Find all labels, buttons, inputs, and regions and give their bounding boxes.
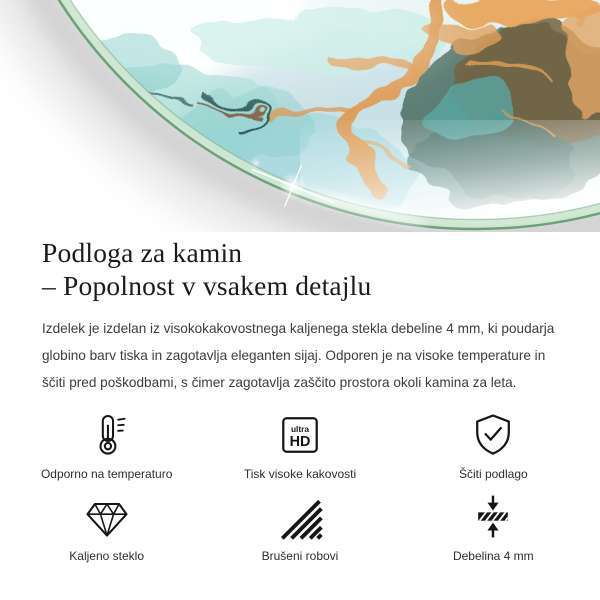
- feature-label: Kaljeno steklo: [69, 549, 145, 563]
- page-title-line1: Podloga za kamin: [42, 237, 243, 268]
- product-description: Izdelek je izdelan iz visokokakovostnega kaljenega stekla debeline 4 mm, ki poudarja globino barv tiska in zagotavlja eleganten sijaj. Odporen je na visoke temperature in ščiti pred poškodbami, s čimer zagotavlja zaščito prostora okoli kamina za leta.: [42, 321, 555, 390]
- feature-label: Odporno na temperaturo: [40, 467, 173, 481]
- ultra-hd-badge-bottom: HD: [289, 434, 311, 451]
- feature-print-quality: [203, 409, 396, 482]
- diamond-icon: [81, 491, 133, 543]
- feature-label: Tisk visoke kakovosti: [243, 467, 357, 481]
- thermometer-icon: [81, 409, 133, 461]
- feature-label: Debelina 4 mm: [452, 549, 534, 563]
- ultra-hd-badge-top: ultra: [290, 424, 310, 435]
- feature-thickness: [397, 491, 590, 564]
- feature-grid: [10, 409, 590, 564]
- feature-tempered-glass: [10, 491, 203, 564]
- shield-check-icon: [467, 409, 519, 461]
- product-hero-image: [0, 0, 600, 232]
- ultra-hd-icon: [274, 409, 326, 461]
- beveled-edges-icon: [274, 491, 326, 543]
- page-title: [42, 236, 558, 302]
- page-title-line2: – Popolnost v vsakem detajlu: [42, 270, 372, 301]
- feature-label: Ščiti podlago: [458, 467, 528, 481]
- feature-brushed-edges: [203, 491, 396, 564]
- feature-label: Brušeni robovi: [261, 549, 339, 563]
- feature-temperature: [10, 409, 203, 482]
- feature-protects-base: [397, 409, 590, 482]
- thickness-icon: [467, 491, 519, 543]
- content-section: [0, 236, 600, 564]
